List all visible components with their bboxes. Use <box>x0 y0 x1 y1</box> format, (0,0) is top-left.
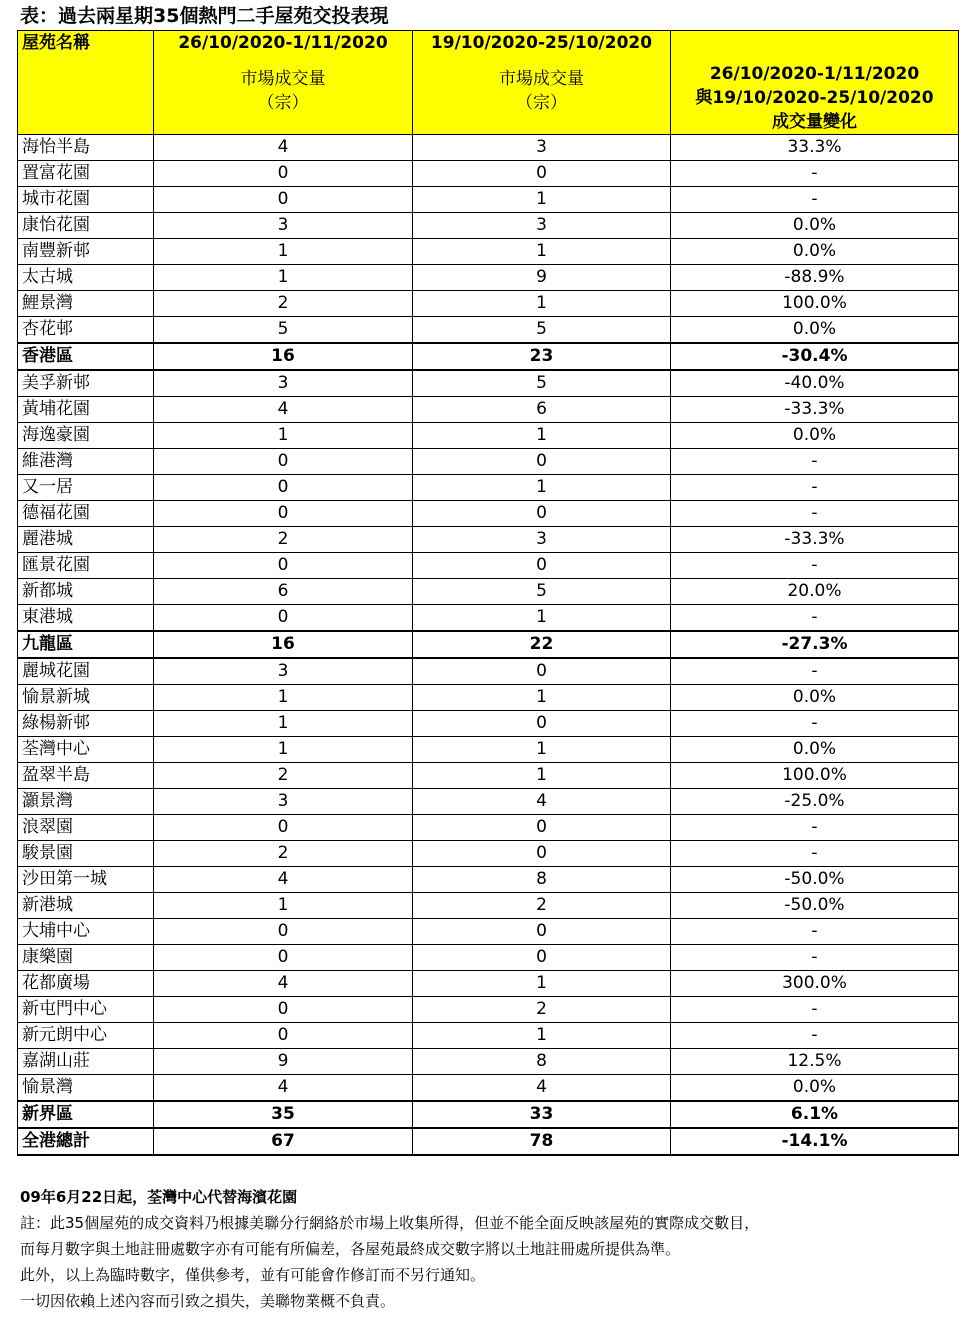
estate-name-cell: 沙田第一城 <box>18 867 154 893</box>
volume-period2-cell: 5 <box>413 317 671 344</box>
change-cell: -14.1% <box>671 1128 959 1155</box>
header-row <box>18 31 959 135</box>
estate-name-cell: 康怡花園 <box>18 213 154 239</box>
estate-name-cell: 大埔中心 <box>18 919 154 945</box>
estate-name-cell: 海怡半島 <box>18 135 154 161</box>
change-cell: 0.0% <box>671 213 959 239</box>
change-cell: -40.0% <box>671 370 959 397</box>
estate-name-cell: 太古城 <box>18 265 154 291</box>
footnote-line-2: 註：此35個屋苑的成交資料乃根據美聯分行網絡於市場上收集所得，但並不能全面反映該屋苑的實際成交數目， <box>20 1214 760 1232</box>
table-row <box>18 789 959 815</box>
volume-period2-cell: 1 <box>413 685 671 711</box>
volume-period2-cell: 1 <box>413 187 671 213</box>
estate-name-cell: 麗城花園 <box>18 658 154 685</box>
change-cell: - <box>671 187 959 213</box>
volume-period2-cell: 1 <box>413 239 671 265</box>
volume-period2-cell: 1 <box>413 1023 671 1049</box>
table-row <box>18 239 959 265</box>
change-cell: 33.3% <box>671 135 959 161</box>
change-cell: 100.0% <box>671 291 959 317</box>
table-row <box>18 501 959 527</box>
change-cell: - <box>671 161 959 187</box>
footnote-line-4: 此外，以上為臨時數字，僅供參考，並有可能會作修訂而不另行通知。 <box>20 1266 486 1284</box>
volume-period2-cell: 6 <box>413 397 671 423</box>
table-row <box>18 971 959 997</box>
table-row <box>18 1075 959 1102</box>
change-cell: - <box>671 815 959 841</box>
table-body <box>18 135 959 1156</box>
estate-name-cell: 嘉湖山莊 <box>18 1049 154 1075</box>
table-row <box>18 945 959 971</box>
header-change <box>671 31 959 135</box>
table-row <box>18 893 959 919</box>
volume-period1-cell: 1 <box>154 423 413 449</box>
table-row <box>18 370 959 397</box>
volume-period1-cell: 16 <box>154 343 413 370</box>
subtotal-row <box>18 343 959 370</box>
change-cell: -33.3% <box>671 397 959 423</box>
volume-period1-cell: 67 <box>154 1128 413 1155</box>
change-cell: - <box>671 658 959 685</box>
header-period1-volume: 市場成交量 <box>240 69 326 89</box>
table-row <box>18 213 959 239</box>
volume-period1-cell: 0 <box>154 475 413 501</box>
volume-period1-cell: 4 <box>154 397 413 423</box>
estate-name-cell: 德福花園 <box>18 501 154 527</box>
header-period2 <box>413 31 671 135</box>
table-row <box>18 553 959 579</box>
volume-period2-cell: 33 <box>413 1101 671 1128</box>
header-change-line2: 與19/10/2020-25/10/2020 <box>695 88 934 108</box>
table-row <box>18 527 959 553</box>
volume-period1-cell: 0 <box>154 553 413 579</box>
estate-name-cell: 灝景灣 <box>18 789 154 815</box>
change-cell: 12.5% <box>671 1049 959 1075</box>
change-cell: 0.0% <box>671 1075 959 1102</box>
estate-name-cell: 又一居 <box>18 475 154 501</box>
estate-name-cell: 城市花園 <box>18 187 154 213</box>
change-cell: -88.9% <box>671 265 959 291</box>
table-row <box>18 397 959 423</box>
volume-period1-cell: 5 <box>154 317 413 344</box>
header-period2-unit: （宗） <box>516 93 567 113</box>
volume-period1-cell: 16 <box>154 631 413 658</box>
change-cell: -27.3% <box>671 631 959 658</box>
volume-period2-cell: 0 <box>413 711 671 737</box>
table-row <box>18 867 959 893</box>
volume-period2-cell: 0 <box>413 841 671 867</box>
volume-period1-cell: 2 <box>154 291 413 317</box>
change-cell: - <box>671 553 959 579</box>
footnote-line-3: 而每月數字與土地註冊處數字亦有可能有所偏差，各屋苑最終成交數字將以土地註冊處所提供為準。 <box>20 1240 681 1258</box>
table-row <box>18 685 959 711</box>
volume-period2-cell: 0 <box>413 658 671 685</box>
estate-name-cell: 浪翠園 <box>18 815 154 841</box>
volume-period1-cell: 1 <box>154 239 413 265</box>
volume-period2-cell: 0 <box>413 553 671 579</box>
volume-period1-cell: 0 <box>154 945 413 971</box>
footnote-line-5: 一切因依賴上述內容而引致之損失，美聯物業概不負責。 <box>20 1292 396 1310</box>
estate-name-cell: 杏花邨 <box>18 317 154 344</box>
volume-period2-cell: 22 <box>413 631 671 658</box>
volume-period1-cell: 6 <box>154 579 413 605</box>
change-cell: - <box>671 841 959 867</box>
volume-period2-cell: 5 <box>413 579 671 605</box>
table-row <box>18 919 959 945</box>
change-cell: -25.0% <box>671 789 959 815</box>
volume-period2-cell: 3 <box>413 527 671 553</box>
volume-period2-cell: 23 <box>413 343 671 370</box>
change-cell: 0.0% <box>671 239 959 265</box>
table-row <box>18 711 959 737</box>
volume-period1-cell: 0 <box>154 815 413 841</box>
change-cell: 6.1% <box>671 1101 959 1128</box>
header-period1-dates: 26/10/2020-1/11/2020 <box>178 33 388 53</box>
volume-period1-cell: 4 <box>154 867 413 893</box>
subtotal-row <box>18 631 959 658</box>
change-cell: - <box>671 711 959 737</box>
change-cell: 300.0% <box>671 971 959 997</box>
table-row <box>18 815 959 841</box>
table-row <box>18 161 959 187</box>
table-row <box>18 737 959 763</box>
estate-name-cell: 南豐新邨 <box>18 239 154 265</box>
volume-period1-cell: 2 <box>154 763 413 789</box>
header-period2-volume: 市場成交量 <box>499 69 584 89</box>
table-row <box>18 841 959 867</box>
grand-total-row <box>18 1128 959 1155</box>
estate-name-cell: 新元朗中心 <box>18 1023 154 1049</box>
estate-name-cell: 愉景灣 <box>18 1075 154 1102</box>
estate-name-cell: 盈翠半島 <box>18 763 154 789</box>
change-cell: -30.4% <box>671 343 959 370</box>
volume-period1-cell: 4 <box>154 971 413 997</box>
volume-period1-cell: 0 <box>154 449 413 475</box>
volume-period1-cell: 3 <box>154 658 413 685</box>
change-cell: 20.0% <box>671 579 959 605</box>
volume-period1-cell: 0 <box>154 919 413 945</box>
header-change-line1: 26/10/2020-1/11/2020 <box>709 64 920 84</box>
estate-name-cell: 愉景新城 <box>18 685 154 711</box>
change-cell: - <box>671 501 959 527</box>
estate-name-cell: 維港灣 <box>18 449 154 475</box>
volume-period2-cell: 1 <box>413 605 671 632</box>
volume-period2-cell: 1 <box>413 737 671 763</box>
table-row <box>18 449 959 475</box>
estate-name-cell: 康樂園 <box>18 945 154 971</box>
volume-period1-cell: 1 <box>154 893 413 919</box>
estate-name-cell: 花都廣場 <box>18 971 154 997</box>
volume-period2-cell: 4 <box>413 1075 671 1102</box>
table-title: 表：過去兩星期35個熱門二手屋苑交投表現 <box>20 5 389 27</box>
volume-period1-cell: 35 <box>154 1101 413 1128</box>
volume-period2-cell: 78 <box>413 1128 671 1155</box>
change-cell: - <box>671 1023 959 1049</box>
volume-period1-cell: 1 <box>154 737 413 763</box>
estate-name-cell: 新界區 <box>18 1101 154 1128</box>
change-cell: 0.0% <box>671 737 959 763</box>
table-row <box>18 317 959 344</box>
estate-name-cell: 全港總計 <box>18 1128 154 1155</box>
volume-period2-cell: 0 <box>413 501 671 527</box>
volume-period1-cell: 2 <box>154 527 413 553</box>
volume-period2-cell: 0 <box>413 945 671 971</box>
volume-period1-cell: 0 <box>154 501 413 527</box>
footnotes <box>20 1184 960 1314</box>
volume-period1-cell: 4 <box>154 135 413 161</box>
change-cell: - <box>671 997 959 1023</box>
header-estate-name: 屋苑名稱 <box>18 31 154 135</box>
volume-period1-cell: 0 <box>154 187 413 213</box>
volume-period2-cell: 1 <box>413 971 671 997</box>
volume-period2-cell: 8 <box>413 1049 671 1075</box>
change-cell: 0.0% <box>671 423 959 449</box>
estate-name-cell: 駿景園 <box>18 841 154 867</box>
estate-name-cell: 黃埔花園 <box>18 397 154 423</box>
change-cell: - <box>671 475 959 501</box>
transactions-table <box>17 30 959 1156</box>
volume-period1-cell: 4 <box>154 1075 413 1102</box>
change-cell: -50.0% <box>671 893 959 919</box>
table-row <box>18 605 959 632</box>
table-row <box>18 997 959 1023</box>
change-cell: - <box>671 919 959 945</box>
change-cell: 0.0% <box>671 317 959 344</box>
table-row <box>18 1023 959 1049</box>
table-row <box>18 658 959 685</box>
change-cell: 100.0% <box>671 763 959 789</box>
table-row <box>18 579 959 605</box>
change-cell: -33.3% <box>671 527 959 553</box>
volume-period1-cell: 3 <box>154 789 413 815</box>
header-period2-dates: 19/10/2020-25/10/2020 <box>430 33 653 53</box>
volume-period1-cell: 3 <box>154 213 413 239</box>
change-cell: - <box>671 605 959 632</box>
volume-period1-cell: 3 <box>154 370 413 397</box>
volume-period1-cell: 1 <box>154 711 413 737</box>
change-cell: - <box>671 945 959 971</box>
volume-period1-cell: 9 <box>154 1049 413 1075</box>
table-row <box>18 475 959 501</box>
volume-period2-cell: 5 <box>413 370 671 397</box>
estate-name-cell: 綠楊新邨 <box>18 711 154 737</box>
table-row <box>18 265 959 291</box>
header-period1-unit: （宗） <box>257 93 309 113</box>
table-row <box>18 187 959 213</box>
volume-period2-cell: 0 <box>413 919 671 945</box>
volume-period1-cell: 2 <box>154 841 413 867</box>
change-cell: 0.0% <box>671 685 959 711</box>
estate-name-cell: 新屯門中心 <box>18 997 154 1023</box>
estate-name-cell: 荃灣中心 <box>18 737 154 763</box>
volume-period2-cell: 8 <box>413 867 671 893</box>
volume-period2-cell: 0 <box>413 161 671 187</box>
estate-name-cell: 匯景花園 <box>18 553 154 579</box>
estate-name-cell: 海逸豪園 <box>18 423 154 449</box>
volume-period2-cell: 4 <box>413 789 671 815</box>
volume-period2-cell: 3 <box>413 213 671 239</box>
table-header <box>18 31 959 135</box>
subtotal-row <box>18 1101 959 1128</box>
volume-period1-cell: 0 <box>154 605 413 632</box>
volume-period2-cell: 1 <box>413 763 671 789</box>
volume-period1-cell: 0 <box>154 161 413 187</box>
volume-period2-cell: 2 <box>413 997 671 1023</box>
volume-period2-cell: 0 <box>413 815 671 841</box>
estate-name-cell: 九龍區 <box>18 631 154 658</box>
table-row <box>18 291 959 317</box>
estate-name-cell: 香港區 <box>18 343 154 370</box>
table-row <box>18 763 959 789</box>
volume-period1-cell: 1 <box>154 685 413 711</box>
estate-name-cell: 美孚新邨 <box>18 370 154 397</box>
table-row <box>18 135 959 161</box>
change-cell: - <box>671 449 959 475</box>
volume-period2-cell: 1 <box>413 475 671 501</box>
header-period1 <box>154 31 413 135</box>
volume-period2-cell: 1 <box>413 423 671 449</box>
volume-period2-cell: 2 <box>413 893 671 919</box>
estate-name-cell: 東港城 <box>18 605 154 632</box>
estate-name-cell: 鯉景灣 <box>18 291 154 317</box>
header-change-line3: 成交量變化 <box>772 112 857 132</box>
estate-name-cell: 新港城 <box>18 893 154 919</box>
volume-period1-cell: 1 <box>154 265 413 291</box>
estate-name-cell: 麗港城 <box>18 527 154 553</box>
volume-period2-cell: 3 <box>413 135 671 161</box>
change-cell: -50.0% <box>671 867 959 893</box>
volume-period1-cell: 0 <box>154 1023 413 1049</box>
table-row <box>18 1049 959 1075</box>
volume-period2-cell: 9 <box>413 265 671 291</box>
volume-period2-cell: 0 <box>413 449 671 475</box>
estate-name-cell: 新都城 <box>18 579 154 605</box>
footnote-line-1: 09年6月22日起，荃灣中心代替海濱花園 <box>20 1188 298 1206</box>
volume-period2-cell: 1 <box>413 291 671 317</box>
volume-period1-cell: 0 <box>154 997 413 1023</box>
table-row <box>18 423 959 449</box>
estate-name-cell: 置富花園 <box>18 161 154 187</box>
